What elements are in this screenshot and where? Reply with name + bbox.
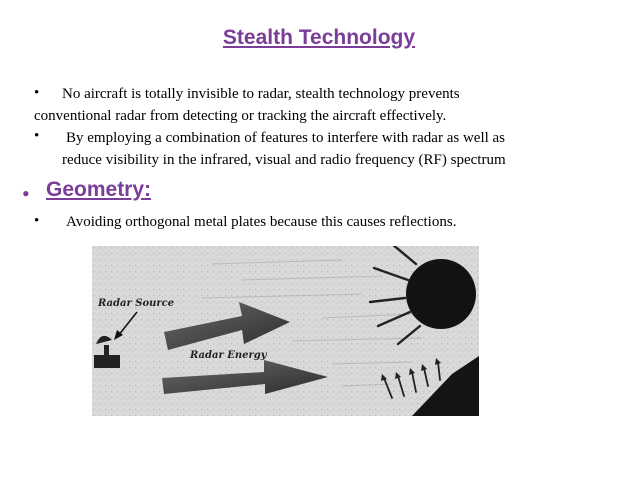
sphere-reflector (406, 259, 476, 329)
radar-reflection-figure (92, 246, 479, 416)
bullet-1-line-1: No aircraft is totally invisible to radar, stealth technology prevents (62, 86, 460, 102)
radar-energy-label: Radar Energy (190, 350, 267, 361)
radar-source-label: Radar Source (98, 298, 175, 309)
geometry-bullet-marker: • (22, 181, 30, 206)
geometry-bullet-text: Avoiding orthogonal metal plates because this causes reflections. (66, 214, 457, 230)
bullet-marker: • (34, 85, 40, 101)
slide-title: Stealth Technology (222, 26, 416, 49)
bullet-2-line-2: reduce visibility in the infrared, visual and radio frequency (RF) spectrum (62, 152, 506, 168)
bullet-marker: • (34, 128, 40, 144)
bullet-marker: • (34, 213, 40, 229)
bullet-2-line-1: By employing a combination of features to interfere with radar as well as (66, 130, 506, 146)
bullet-1-line-2: conventional radar from detecting or tracking the aircraft effectively. (34, 108, 447, 124)
section-heading-geometry: Geometry: (46, 178, 152, 201)
